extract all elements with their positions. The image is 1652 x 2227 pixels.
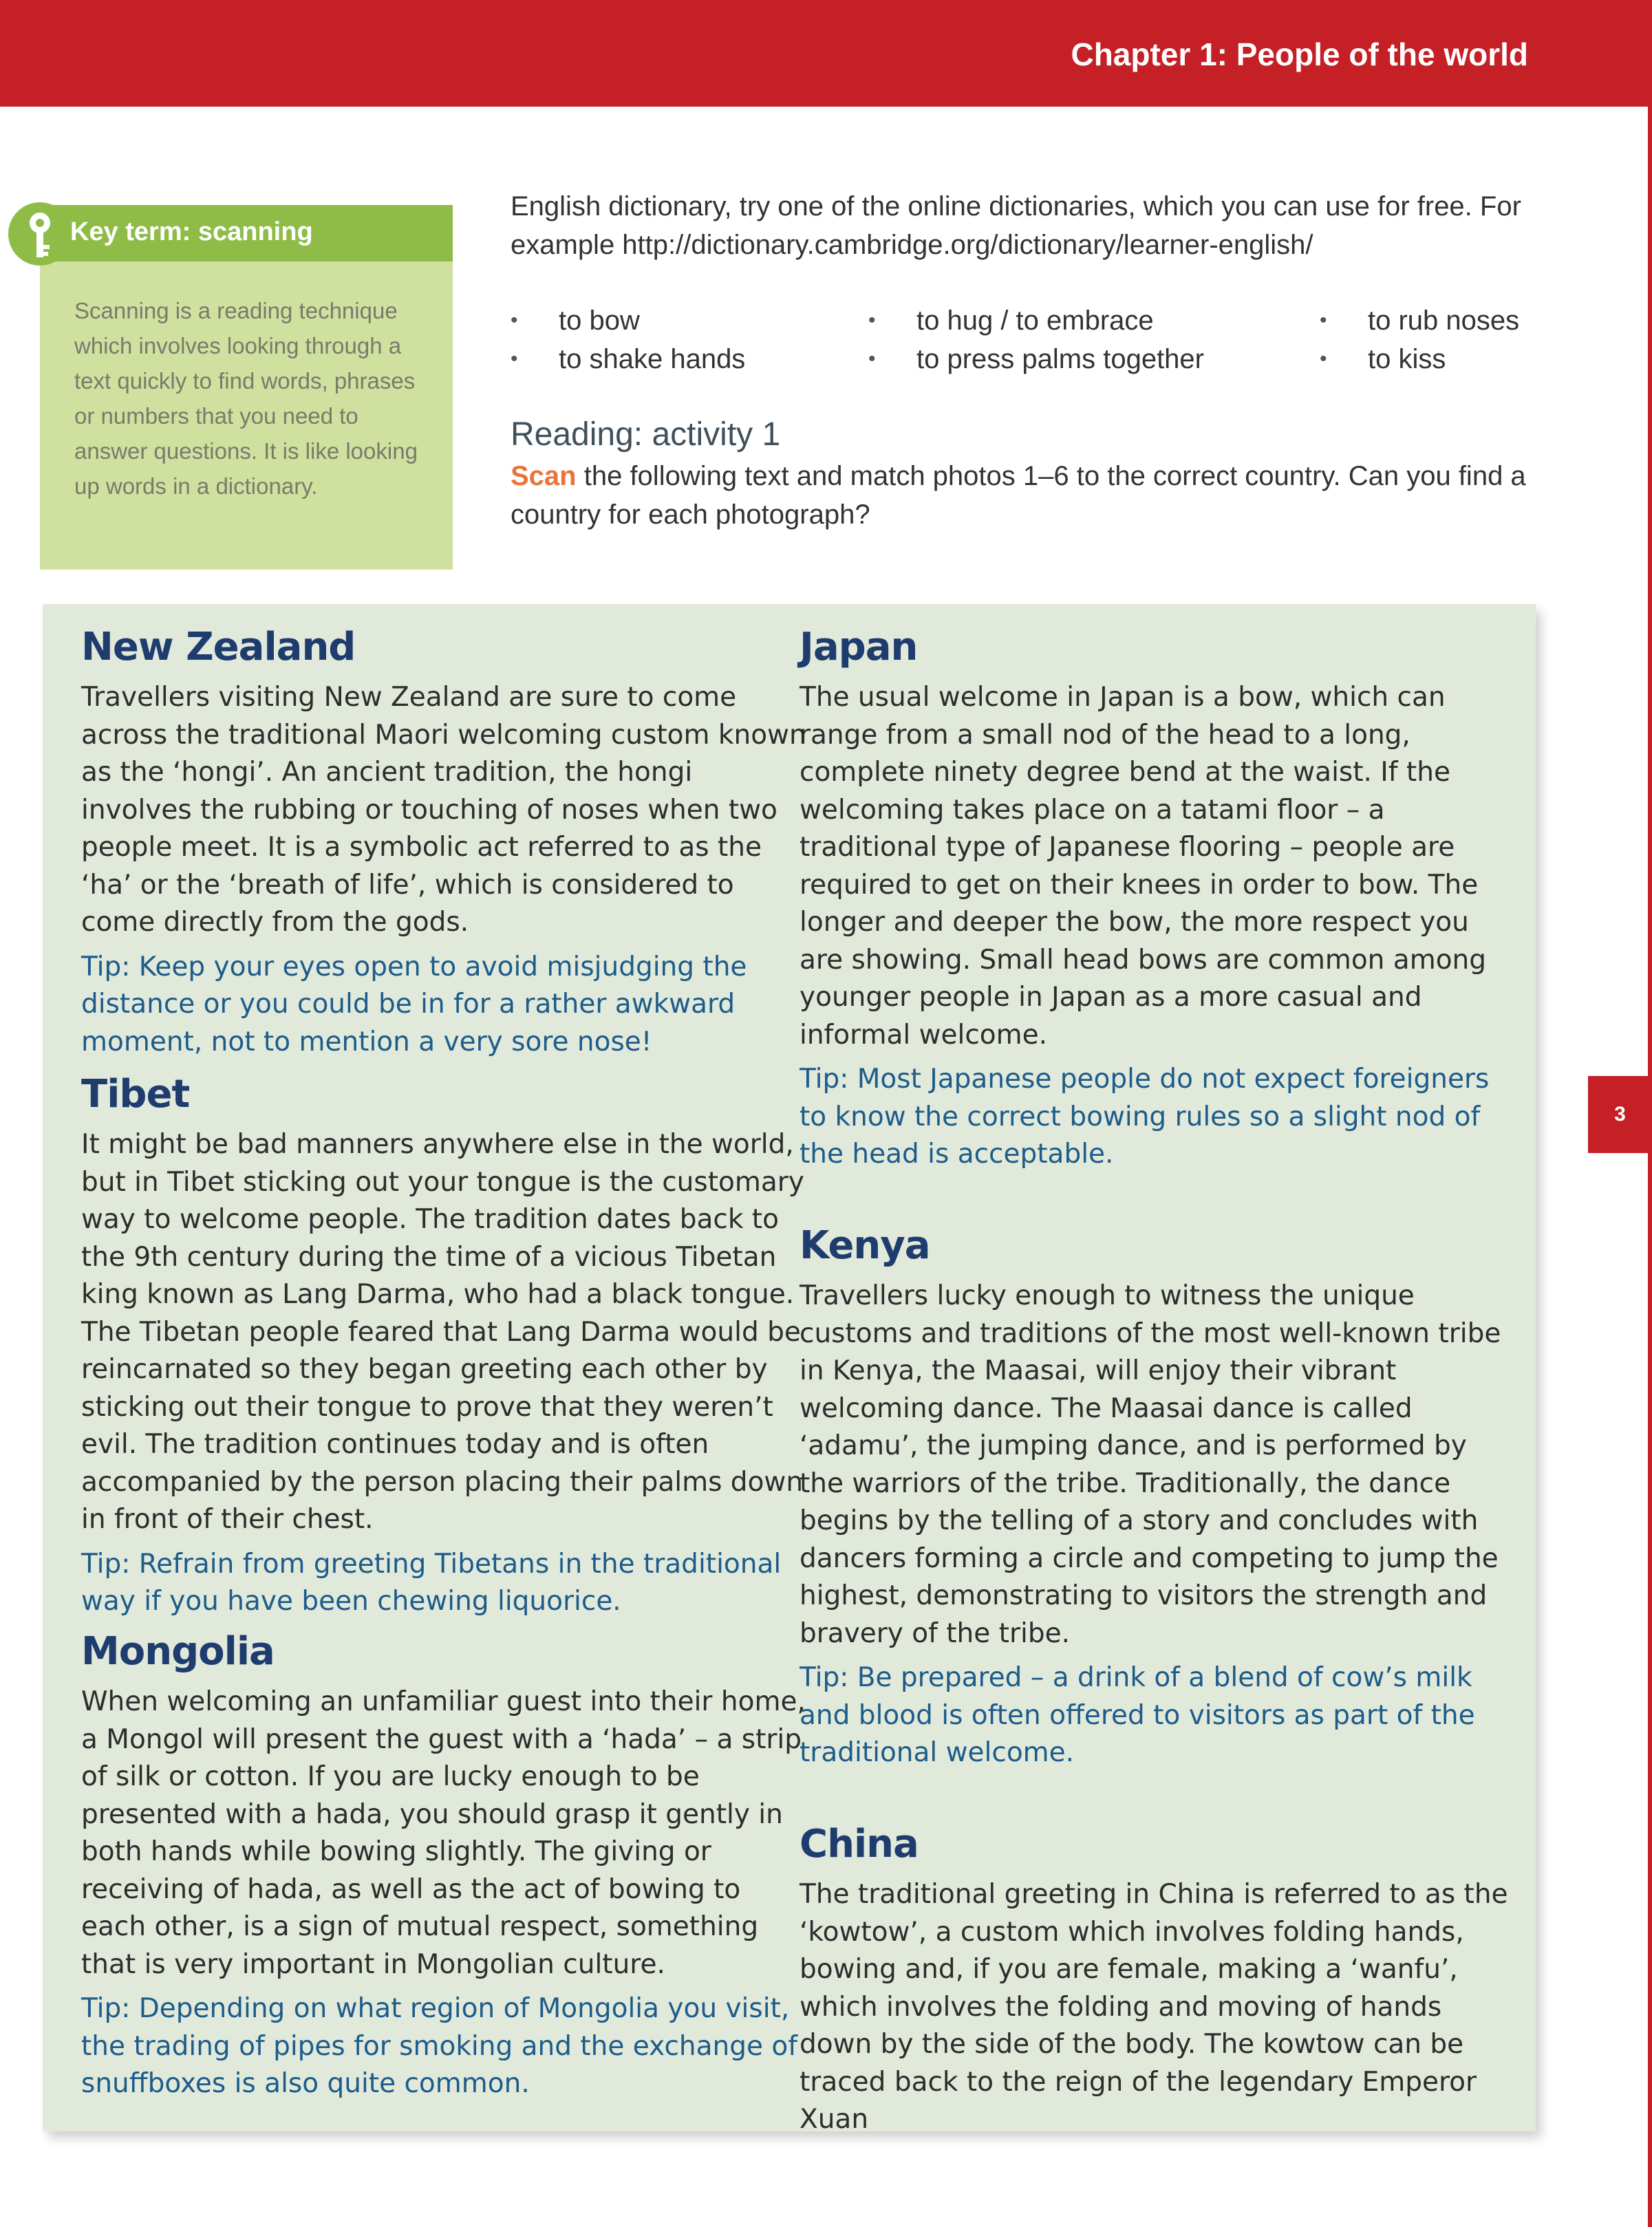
- list-item: • to kiss: [1320, 340, 1519, 378]
- list-item: • to bow: [511, 301, 745, 340]
- section-tip: Tip: Be prepared – a drink of a blend of cow’s milk and blood is often offered to visitors as part of the traditional welcome.: [800, 1662, 1475, 1768]
- section-body: It might be bad manners anywhere else in the world, but in Tibet sticking out your tongue is the customary way to welcome people. The tradition dates back to the 9th century during the time of a vicious Tibetan king known as Lang Darma, who had a black tongue. The Tibetan people feared that Lang Darma would be reincarnated so they began greeting each other by sticking out their tongue to prove that they weren’t evil. The tradition continues today and is often accompanied by the person placing their palms down in front of their chest.: [81, 1129, 804, 1535]
- section-title: Japan: [800, 625, 918, 669]
- key-term-box: [40, 205, 453, 570]
- section-body: The usual welcome in Japan is a bow, which can range from a small nod of the head to a long, complete ninety degree bend at the waist. If the welcoming takes place on a tatami floor – a traditional type of Japanese flooring – people are required to get on their knees in order to bow. The longer and deeper the bow, the more respect you are showing. Small head bows are common among younger people in Japan as a more casual and informal welcome.: [800, 682, 1487, 1051]
- section-china: [800, 1822, 1515, 2139]
- section-title: Kenya: [800, 1223, 930, 1268]
- section-mongolia: [81, 1629, 811, 2103]
- greeting-list-col3: [1320, 301, 1519, 378]
- section-tip: Tip: Depending on what region of Mongolia you visit, the trading of pipes for smoking and the exchange of snuffboxes is also quite common.: [81, 1993, 798, 2099]
- scan-keyword: Scan: [511, 461, 577, 491]
- list-item: • to press palms together: [868, 340, 1204, 378]
- section-tip: Tip: Refrain from greeting Tibetans in the traditional way if you have been chewing liquorice.: [81, 1548, 782, 1617]
- page-edge-stripe: [1648, 107, 1652, 2227]
- section-body: The traditional greeting in China is referred to as the ‘kowtow’, a custom which involves folding hands, bowing and, if you are female, making a ‘wanfu’, which involves the folding and moving of hands down by the side of the body. The kowtow can be traced back to the reign of the legendary Emperor Xuan: [800, 1879, 1508, 2135]
- section-tibet: [81, 1072, 811, 1621]
- chapter-header-bar: [0, 0, 1652, 107]
- key-term-tab: [40, 205, 453, 261]
- activity-instruction: [511, 457, 1584, 534]
- section-title: Tibet: [81, 1072, 190, 1117]
- section-body: Travellers visiting New Zealand are sure to come across the traditional Maori welcoming custom known as the ‘hongi’. An ancient tradition, the hongi involves the rubbing or touching of noses when two people meet. It is a symbolic act referred to as the ‘ha’ or the ‘breath of life’, which is considered to come directly from the gods.: [81, 682, 806, 938]
- section-title: New Zealand: [81, 625, 356, 669]
- key-term-label: Key term: scanning: [70, 217, 313, 246]
- section-kenya: [800, 1223, 1515, 1772]
- list-item: • to hug / to embrace: [868, 301, 1204, 340]
- chapter-title: Chapter 1: People of the world: [1071, 36, 1528, 72]
- intro-paragraph: English dictionary, try one of the online dictionaries, which you can use for free. For example http://dictionary.cambridge.org/dictionary/learner-english/: [511, 191, 1521, 260]
- greeting-list-col1: [511, 301, 745, 378]
- section-japan: [800, 625, 1515, 1174]
- greetings-panel: [43, 604, 1536, 2135]
- key-icon: [19, 209, 61, 260]
- section-tip: Tip: Most Japanese people do not expect foreigners to know the correct bowing rules so a slight nod of the head is acceptable.: [800, 1064, 1490, 1170]
- key-icon-badge: [8, 202, 72, 266]
- section-tip: Tip: Keep your eyes open to avoid misjudging the distance or you could be in for a rather awkward moment, not to mention a very sore nose!: [81, 951, 747, 1057]
- list-item: • to shake hands: [511, 340, 745, 378]
- activity-instruction-text: the following text and match photos 1–6 to the correct country. Can you find a country for each photograph?: [511, 461, 1526, 530]
- section-new-zealand: [81, 625, 811, 1061]
- list-item: • to rub noses: [1320, 301, 1519, 340]
- section-title: China: [800, 1822, 919, 1866]
- page-number-tab: 3: [1588, 1076, 1652, 1153]
- activity-heading: Reading: activity 1: [511, 416, 781, 453]
- section-body: Travellers lucky enough to witness the unique customs and traditions of the most well-known tribe in Kenya, the Maasai, will enjoy their vibrant welcoming dance. The Maasai dance is called ‘adamu’, the jumping dance, and is performed by the warriors of the tribe. Traditionally, the dance begins by the telling of a story and concludes with dancers forming a circle and competing to jump the highest, demonstrating to visitors the strength and bravery of the tribe.: [800, 1280, 1501, 1649]
- section-body: When welcoming an unfamiliar guest into their home, a Mongol will present the guest with a ‘hada’ – a strip of silk or cotton. If you are lucky enough to be presented with a hada, you should grasp it gently in both hands while bowing slightly. The giving or receiving of hada, as well as the act of bowing to each other, is a sign of mutual respect, something that is very important in Mongolian culture.: [81, 1686, 806, 1980]
- greeting-list-col2: [868, 301, 1204, 378]
- key-term-definition: Scanning is a reading technique which involves looking through a text quickly to find words, phrases or numbers that you need to answer questions. It is like looking up words in a dictionary.: [74, 298, 418, 499]
- section-title: Mongolia: [81, 1629, 275, 1674]
